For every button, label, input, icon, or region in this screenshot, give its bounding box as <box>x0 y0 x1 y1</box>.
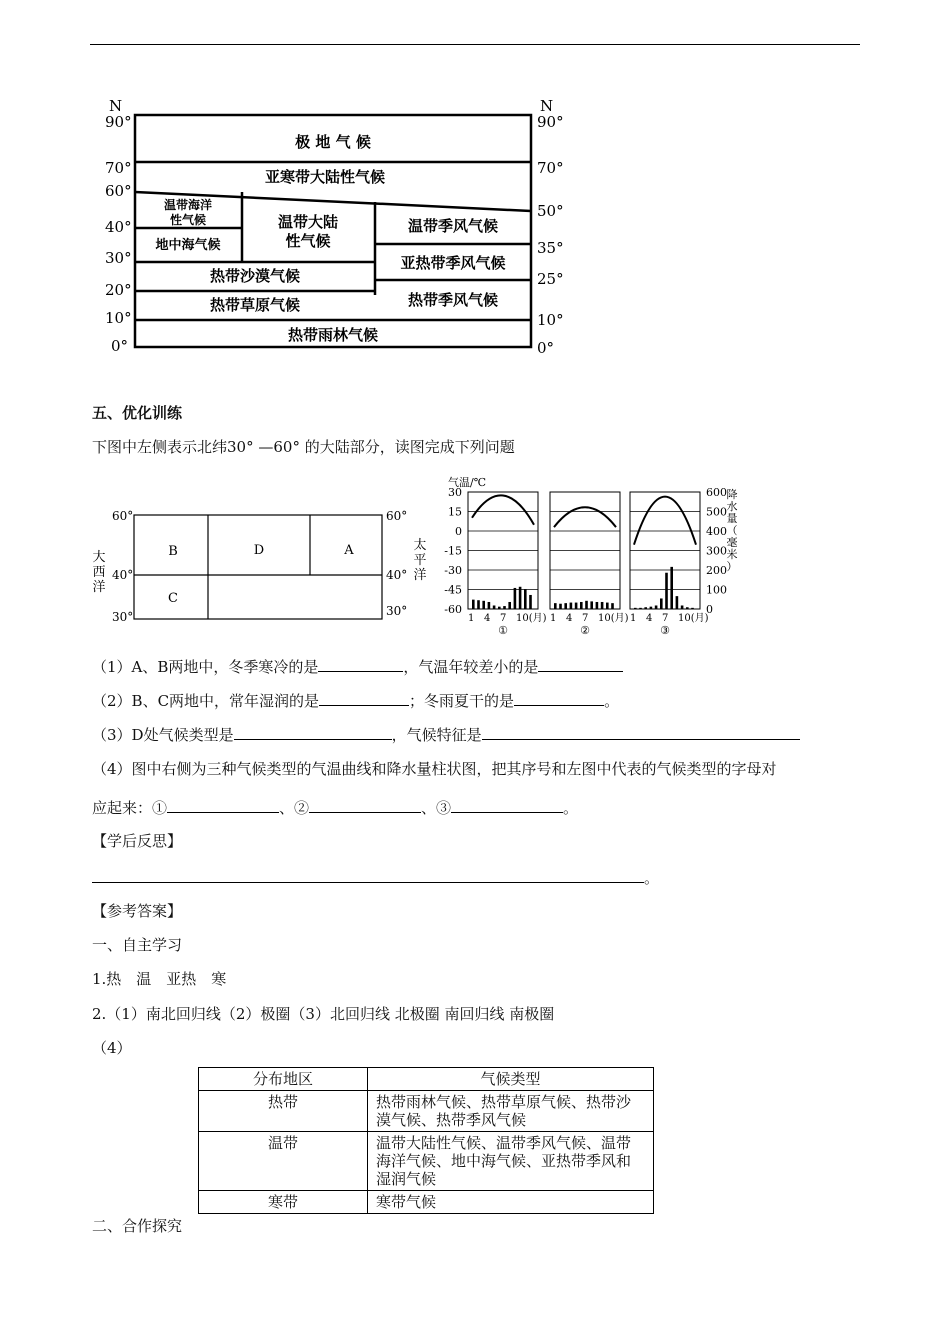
lat-right: 10° <box>537 311 564 329</box>
lat-right: 70° <box>537 159 564 177</box>
lat-left: 90° <box>105 113 132 131</box>
section5-title: 五、优化训练 <box>92 404 183 422</box>
ocean-atlantic: 大西洋 <box>92 550 106 595</box>
zone-temperate-maritime: 温带海洋性气候 <box>163 198 213 227</box>
precip-bar <box>660 598 663 609</box>
lat-left: 30° <box>105 249 132 267</box>
temp-tick: -15 <box>444 544 462 558</box>
precip-bar <box>488 602 491 609</box>
precip-bar <box>564 603 567 609</box>
reflection-blank[interactable] <box>92 868 644 883</box>
lat-40-right: 40° <box>386 568 408 582</box>
region-C: C <box>168 591 178 606</box>
answers-part2: 二、合作探究 <box>92 1217 183 1235</box>
precip-bar <box>665 573 668 609</box>
month-tick: 1 <box>468 613 475 624</box>
chart-number: ① <box>498 624 508 637</box>
answer-blank[interactable] <box>482 725 800 740</box>
month-tick: 1 <box>630 613 637 624</box>
header-rule <box>90 44 860 45</box>
precip-tick: 0 <box>706 603 713 616</box>
question-1: （1）A、B两地中，冬季寒冷的是 ，气温年较差小的是 <box>92 657 623 676</box>
precip-bar <box>644 607 647 609</box>
lat-right: 50° <box>537 202 564 220</box>
temp-tick: 0 <box>455 525 462 538</box>
answer-2: 2.（1）南北回归线（2）极圈（3）北回归线 北极圈 南回归线 南极圈 <box>92 1005 555 1023</box>
lat-left: 70° <box>105 159 132 177</box>
precip-bar <box>655 605 658 609</box>
answers-title: 【参考答案】 <box>92 902 183 920</box>
question-2: （2）B、C两地中，常年湿润的是 ；冬雨夏干的是 。 <box>92 692 620 710</box>
precip-bar <box>477 600 480 609</box>
precip-bar <box>575 603 578 609</box>
zone-polar: 极 地 气 候 <box>295 133 371 151</box>
lat-right: 35° <box>537 239 564 257</box>
table-cell: 热带 <box>199 1091 368 1132</box>
ocean-pacific: 太平洋 <box>413 538 427 583</box>
month-tick: 4 <box>566 613 573 624</box>
temp-tick: -60 <box>444 603 462 616</box>
reflection-line: 。 <box>92 868 659 887</box>
temp-tick: -45 <box>444 583 462 597</box>
table-header: 气候类型 <box>368 1068 654 1091</box>
zone-mediterranean: 地中海气候 <box>155 238 221 253</box>
lat-right: 25° <box>537 270 564 288</box>
lat-left: 10° <box>105 309 132 327</box>
lat-left: 20° <box>105 281 132 299</box>
lat-right: 0° <box>537 339 555 357</box>
temperature-curve <box>634 497 696 545</box>
question-4-line1: （4）图中右侧为三种气候类型的气温曲线和降水量柱状图，把其序号和左图中代表的气候类型的字母对 <box>92 760 777 778</box>
lat-left: 40° <box>105 218 132 236</box>
precip-bar <box>570 603 573 609</box>
temperature-curve <box>472 495 534 524</box>
answer-1: 1.热 温 亚热 寒 <box>92 970 227 988</box>
answer-4: （4） <box>92 1039 132 1057</box>
answers-part1: 一、自主学习 <box>92 936 183 954</box>
zone-temperate-monsoon: 温带季风气候 <box>407 217 499 235</box>
precip-bar <box>514 588 517 609</box>
lat-30-left: 30° <box>112 610 134 624</box>
temperature-curve <box>554 507 616 527</box>
precip-tick: 100 <box>706 583 727 597</box>
precip-bar <box>596 602 599 609</box>
month-tick: 1 <box>550 613 557 624</box>
precip-bar <box>554 603 557 609</box>
answer-blank[interactable] <box>318 657 403 672</box>
lat-60-right: 60° <box>386 509 408 523</box>
precip-bar <box>498 607 501 609</box>
answer-blank[interactable] <box>234 725 392 740</box>
precip-bar <box>493 605 496 609</box>
zone-tropical-desert: 热带沙漠气候 <box>209 267 301 285</box>
precip-bar <box>590 601 593 609</box>
month-tick: 7 <box>500 613 507 624</box>
month-tick: 10(月) <box>678 613 709 624</box>
precip-bar <box>606 603 609 609</box>
answer-blank[interactable] <box>451 798 563 813</box>
month-tick: 7 <box>662 613 669 624</box>
zone-subarctic: 亚寒带大陆性气候 <box>264 168 386 186</box>
precip-tick: 500 <box>706 505 727 519</box>
month-tick: 4 <box>484 613 491 624</box>
north-label-right: N <box>540 97 554 115</box>
zone-subtropical-monsoon: 亚热带季风气候 <box>400 254 506 272</box>
precip-bar <box>670 567 673 609</box>
temp-tick: -30 <box>444 564 462 577</box>
climate-zone-map <box>95 95 585 365</box>
temp-axis-label: 气温/℃ <box>448 476 487 489</box>
table-header: 分布地区 <box>199 1068 368 1091</box>
precip-bar <box>529 595 532 609</box>
temp-tick: 30 <box>448 486 462 499</box>
answer-blank[interactable] <box>167 798 279 813</box>
precip-bar <box>611 603 614 609</box>
lat-left: 60° <box>105 182 132 200</box>
precip-bar <box>691 608 694 609</box>
table-cell: 寒带气候 <box>368 1191 654 1214</box>
question-3: （3）D处气候类型是 ，气候特征是 <box>92 725 800 744</box>
precip-bar <box>676 596 679 609</box>
precip-bar <box>639 608 642 609</box>
precip-tick: 600 <box>706 486 727 499</box>
answer-blank[interactable] <box>514 691 604 706</box>
table-row <box>199 1091 654 1132</box>
zone-tropical-monsoon: 热带季风气候 <box>407 291 499 309</box>
north-label-left: N <box>109 97 123 115</box>
month-tick: 7 <box>582 613 589 624</box>
continent-map <box>90 505 440 630</box>
chart-number: ③ <box>660 624 670 637</box>
climate-charts <box>440 472 760 642</box>
precip-axis-label: 降水量（毫米） <box>726 488 738 573</box>
temp-tick: 15 <box>448 505 462 519</box>
lat-30-right: 30° <box>386 604 408 618</box>
month-tick: 10(月) <box>516 613 547 624</box>
table-header-row <box>199 1068 654 1091</box>
precip-bar <box>508 602 511 609</box>
reflection-title: 【学后反思】 <box>92 832 183 850</box>
table-cell: 寒带 <box>199 1191 368 1214</box>
precip-bar <box>482 601 485 609</box>
answer-blank[interactable] <box>538 657 623 672</box>
precip-bar <box>559 604 562 609</box>
zone-temperate-continental: 温带大陆性气候 <box>277 213 339 250</box>
table-cell: 温带 <box>199 1132 368 1191</box>
precip-bar <box>601 602 604 609</box>
region-B: B <box>168 544 178 559</box>
lat-right: 90° <box>537 113 564 131</box>
precip-tick: 400 <box>706 525 727 538</box>
answer-blank[interactable] <box>319 691 409 706</box>
zone-tropical-rainforest: 热带雨林气候 <box>287 326 379 344</box>
precip-bar <box>585 601 588 609</box>
precip-bar <box>681 605 684 609</box>
precip-bar <box>634 608 637 609</box>
answer-table <box>198 1067 654 1214</box>
question-4-line2: 应起来：① 、② 、③ 。 <box>92 799 579 817</box>
region-A: A <box>344 543 354 558</box>
precip-tick: 200 <box>706 564 727 577</box>
precip-bar <box>472 600 475 609</box>
precip-bar <box>650 607 653 609</box>
precip-tick: 300 <box>706 544 727 558</box>
table-cell: 热带雨林气候、热带草原气候、热带沙漠气候、热带季风气候 <box>368 1091 654 1132</box>
precip-bar <box>503 606 506 609</box>
section5-intro: 下图中左侧表示北纬30° —60° 的大陆部分，读图完成下列问题 <box>92 438 515 456</box>
lat-40-left: 40° <box>112 568 134 582</box>
zone-tropical-savanna: 热带草原气候 <box>209 296 301 314</box>
lat-60-left: 60° <box>112 509 134 523</box>
precip-bar <box>519 587 522 609</box>
table-row <box>199 1191 654 1214</box>
region-D: D <box>253 543 265 558</box>
table-cell: 温带大陆性气候、温带季风气候、温带海洋气候、地中海气候、亚热带季风和湿润气候 <box>368 1132 654 1191</box>
month-tick: 4 <box>646 613 653 624</box>
month-tick: 10(月) <box>598 613 629 624</box>
precip-bar <box>524 589 527 609</box>
chart-number: ② <box>580 624 590 637</box>
answer-blank[interactable] <box>309 798 421 813</box>
table-row <box>199 1132 654 1191</box>
precip-bar <box>686 607 689 609</box>
lat-left: 0° <box>111 337 129 355</box>
precip-bar <box>580 602 583 609</box>
